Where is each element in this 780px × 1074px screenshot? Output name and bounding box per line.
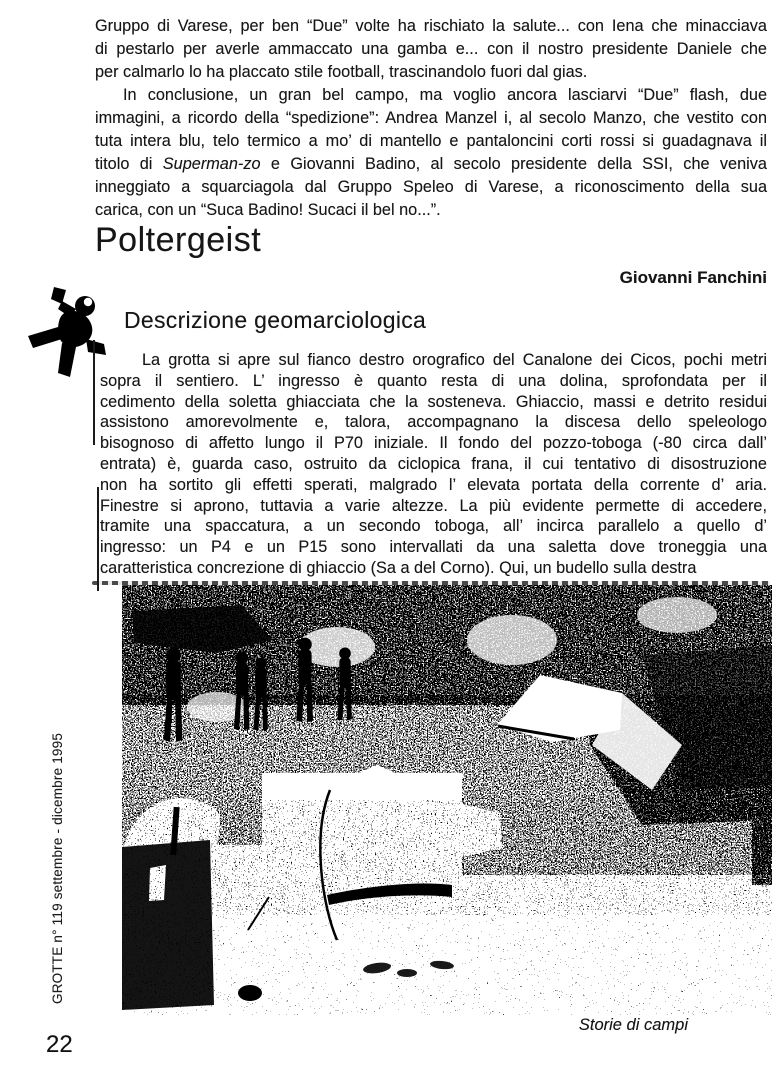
intro-line: immagini, a ricordo della “spedizione”: Andrea Manzel i, al secolo Manzo, che vestito con [95,109,767,127]
photo-snow [122,765,772,1015]
body-line: ingresso: un P4 e un P15 sono intervallati da una saletta dove troneggia una [100,538,767,557]
body-line: cedimento della soletta ghiacciata che la sosteneva. Ghiaccio, massi e detrito residui [100,392,767,411]
body-line: sopra il sentiero. L’ ingresso è quanto resta di una dolina, sprofondata per il [100,371,767,390]
body-line: caratteristica concrezione di ghiaccio (Sa a del Corno). Qui, un budello sulla destra [100,558,697,577]
scan-artifact-line [92,581,770,585]
rope-line [97,487,99,591]
page-number: 22 [46,1031,73,1058]
section-heading: Descrizione geomarciologica [124,307,427,333]
intro-line: inneggiato a squarciagola dal Gruppo Speleo di Varese, a riconoscimento della sua [95,178,767,196]
body-line: entrata) è, guarda caso, ostruito da ciclopica frana, il cui tentativo di disostruzione [100,454,767,473]
intro-line: di pestarlo per averle ammaccato una gamba e... con il nostro presidente Daniele che [95,40,767,58]
intro-line: Gruppo di Varese, per ben “Due” volte ha rischiato la salute... con Iena che minacciava [95,17,767,35]
intro-line [95,153,767,176]
abseiling-caver-icon [28,287,108,402]
body-line: La grotta si apre sul fianco destro orografico del Canalone dei Cicos, pochi metri [142,351,767,369]
section-body [100,350,767,579]
intro-line: In conclusione, un gran bel campo, ma voglio ancora lasciarvi “Due” flash, due [123,86,767,104]
photo-caption: Storie di campi [578,1016,688,1034]
intro-line: carica, con un “Suca Badino! Sucaci il bel no...”. [95,201,441,219]
body-line: non ha sortito gli effetti sperati, malgrado l’ elevata portata della corrente d’ aria. [100,475,767,494]
italic-term: Superman-zo [162,155,261,173]
article-author: Giovanni Fanchini [619,268,767,287]
intro-line-part: e Giovanni Badino, al secolo presidente della SSI, che veniva [260,155,767,173]
body-line: Finestre si aprono, tuttavia a varie altezze. La più evidente permette di accedere, [100,496,767,515]
sidebar-issue-text: GROTTE n° 119 settembre - dicembre 1995 [50,732,65,1004]
campsite-photo [122,585,772,1015]
intro-line: per calmarlo lo ha placcato stile football, trascinandolo fuori dal gias. [95,63,588,81]
sidebar-issue-info [50,726,68,1004]
body-line: assistono amorevolmente e, talora, accompagnano la discesa dello speleologo [100,413,767,432]
intro-line-part: titolo di [95,155,163,173]
intro-line: tuta intera blu, telo termico a mo’ di mantello e pantaloncini corti rossi si guadagnava il [95,132,767,150]
intro-paragraphs [95,15,767,222]
body-line: tramite una spaccatura, a un secondo toboga, all’ incirca parallelo a quello d’ [100,517,767,536]
rope-line [93,340,95,445]
body-line: bisognoso di affetto lungo il P70 iniziale. Il fondo del pozzo-toboga (-80 circa dall’ [100,434,767,453]
article-title: Poltergeist [95,221,262,259]
